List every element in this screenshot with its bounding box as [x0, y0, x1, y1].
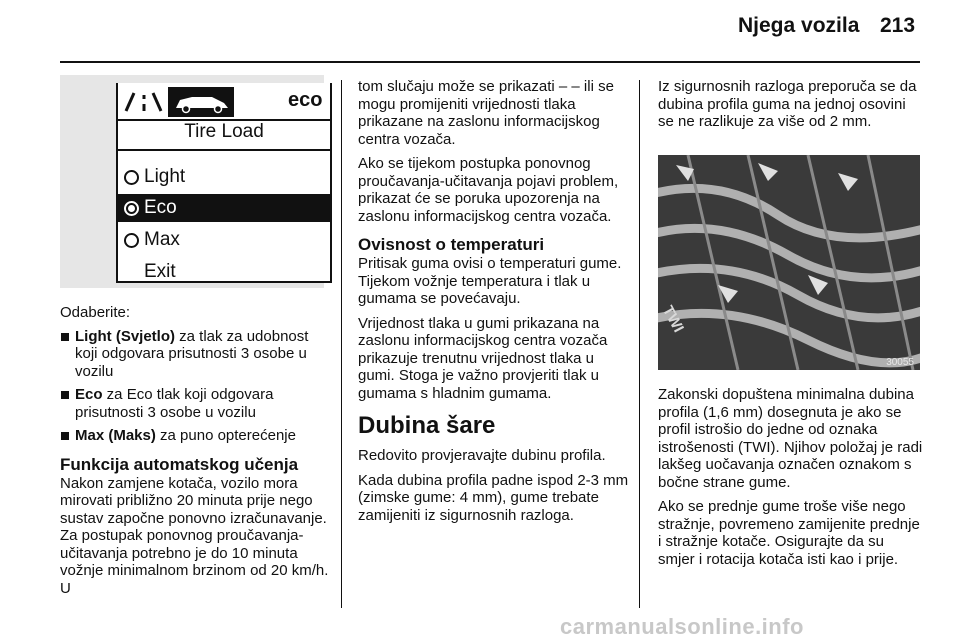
bullet-max: [60, 427, 332, 445]
tread-wear-indicator-photo: [658, 155, 920, 370]
column-separator-2: [639, 80, 640, 608]
header-rule: [60, 61, 920, 63]
paragraph: Vrijednost tlaka u gumi prikazana na zaslonu informacijskog centra vozača prikazuje trenutnu vrijednost tlaka u gumi. Stoga je važno provjeriti tlak u gumama s hladnim gumama.: [358, 314, 608, 402]
watermark: carmanualsonline.info: [560, 614, 804, 639]
radio-icon: [124, 233, 139, 248]
bullet-term: Eco: [75, 386, 103, 403]
option-max: [118, 226, 330, 254]
bullet-text: za tlak za udobnost koji odgovara prisutnosti 3 osobe u vozilu: [75, 327, 309, 380]
bullet-square-icon: [61, 432, 69, 440]
paragraph: Ako se tijekom postupka ponovnog proučavanja-učitavanja pojavi problem, prikazat će se poruka upozorenja na zaslonu informacijskog centra vozača.: [358, 155, 619, 225]
radio-icon: [124, 170, 139, 185]
display-divider: [118, 149, 330, 151]
paragraph: Redovito provjeravajte dubinu profila.: [358, 447, 606, 464]
section-heading-tread-depth: Dubina šare: [358, 412, 496, 439]
intro-text: Odaberite:: [60, 304, 131, 321]
paragraph: Pritisak guma ovisi o temperaturi gume. Tijekom vožnje temperatura i tlak u gumama se povećavaju.: [358, 255, 622, 307]
page-number: 213: [880, 14, 916, 37]
option-max-label: Max: [144, 229, 180, 250]
twi-marking-label: TWI: [658, 303, 687, 336]
paragraph: Iz sigurnosnih razloga preporuča se da dubina profila guma na jednoj osovini se ne razlikuje za više od 2 mm.: [658, 78, 917, 130]
left-column: [60, 304, 332, 604]
paragraph: Nakon zamjene kotača, vozilo mora mirovati približno 20 minuta prije nego sustav započne ponovno izračunavanje. Za postupak ponovnog proučavanja-učitavanja potrebno je do 10 minuta vožnje minimalnom brzinom od 20 km/h. U: [60, 474, 329, 597]
bullet-text: za Eco tlak koji odgovara prisutnosti 3 osobe u vozilu: [75, 386, 274, 421]
right-column-bottom: [658, 386, 923, 575]
bullet-light: [60, 328, 332, 381]
bullet-square-icon: [61, 333, 69, 341]
option-light: [118, 163, 330, 191]
option-light-label: Light: [144, 166, 186, 187]
paragraph: Kada dubina profila padne ispod 2-3 mm (zimske gume: 4 mm), gume trebate zamijeniti iz sigurnosnih razloga.: [358, 471, 629, 524]
bullet-eco: [60, 386, 332, 421]
column-separator-1: [341, 80, 342, 608]
tire-tread-illustration: [658, 155, 920, 370]
radio-selected-icon: [124, 201, 139, 216]
display-icon-row: [118, 87, 330, 117]
option-exit: Exit: [144, 261, 176, 282]
tire-status-icons: [120, 87, 240, 117]
middle-column: [358, 78, 630, 531]
tire-load-title: Tire Load: [184, 121, 264, 142]
figure-code: 30055: [886, 357, 914, 368]
paragraph: tom slučaju može se prikazati ‒ ‒ ili se mogu promijeniti vrijednosti tlaka prikazane na zaslonu informacijskog centra vozača.: [358, 78, 614, 148]
paragraph: Zakonski dopuštena minimalna dubina profila (1,6 mm) dosegnuta je ako se profil istrošio do jedne od oznaka istrošenosti (TWI). Njihov položaj je radi lakšeg uočavanja označen oznakom s bočne strane gume.: [658, 386, 923, 491]
bullet-term: Light (Svjetlo): [75, 327, 175, 345]
section-heading-temperature: Ovisnost o temperaturi: [358, 235, 545, 254]
option-eco-label: Eco: [144, 197, 177, 218]
page-header-title: Njega vozila: [738, 14, 860, 37]
bullet-square-icon: [61, 391, 69, 399]
right-column-top: [658, 78, 923, 138]
bullet-text: za puno opterećenje: [155, 427, 296, 444]
bullet-term: Max (Maks): [75, 427, 156, 444]
option-eco: [118, 194, 330, 222]
section-heading-auto-learn: Funkcija automatskog učenja: [60, 454, 299, 474]
tire-load-display-figure: [60, 75, 324, 288]
tire-load-screen: [116, 83, 332, 283]
paragraph: Ako se prednje gume troše više nego stražnje, povremeno zamijenite prednje i stražnje kotače. Osigurajte da su smjer i rotacija kotača isti kao i prije.: [658, 498, 920, 568]
eco-mode-label: eco: [288, 89, 323, 111]
